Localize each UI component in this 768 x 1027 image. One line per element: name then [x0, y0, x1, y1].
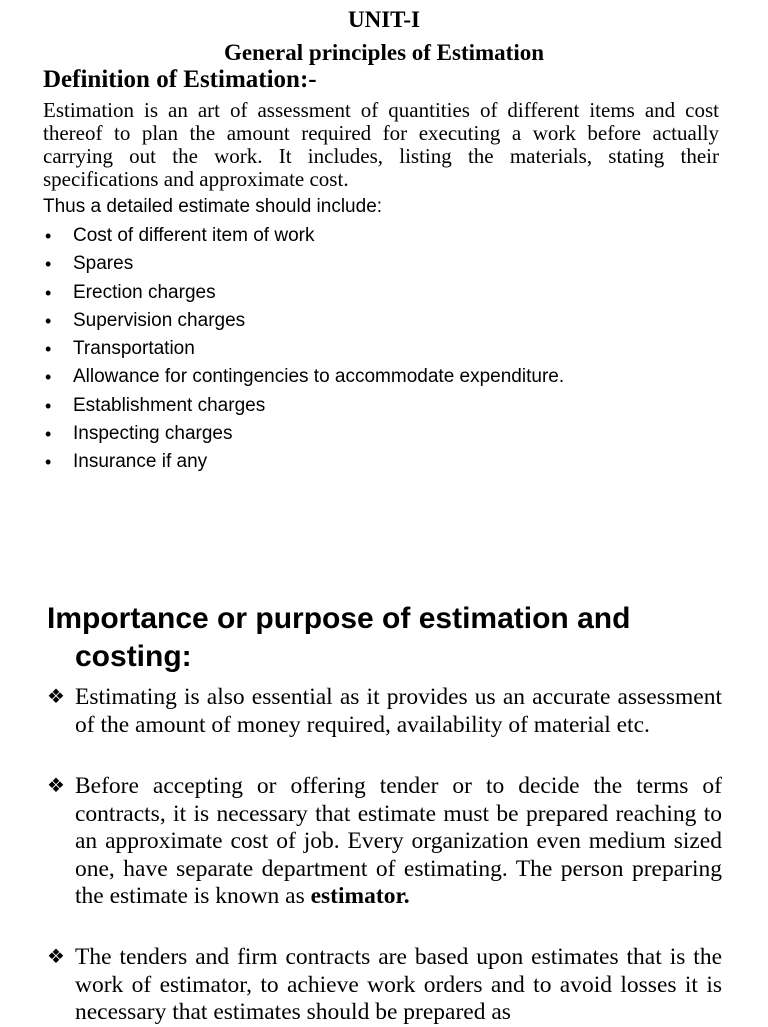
importance-heading-line1: Importance or purpose of estimation and: [47, 602, 631, 635]
bullet-icon: •: [45, 254, 52, 275]
importance-heading-line2: costing:: [75, 640, 192, 673]
list-item: [43, 363, 564, 391]
importance-item: [47, 773, 722, 911]
importance-item-text: [75, 773, 722, 911]
estimate-intro-text: Thus a detailed estimate should include:: [43, 196, 383, 217]
importance-item-body: Before accepting or offering tender or to decide the terms of contracts, it is necessary that estimate must be prepared reaching to an approximate cost of job. Every organization even medium sized one, have separate department of estimating. The person preparing the estimate is known as: [75, 773, 722, 909]
importance-item-text: Estimating is also essential as it provides us an accurate assessment of the amount of money required, availability of material etc.: [75, 684, 722, 738]
list-item: [43, 420, 564, 448]
diamond-bullet-icon: ❖: [47, 775, 65, 797]
bullet-icon: •: [45, 310, 52, 331]
bullet-icon: •: [45, 282, 52, 303]
list-item-label: Allowance for contingencies to accommodate expenditure.: [73, 366, 565, 388]
diamond-bullet-icon: ❖: [47, 946, 65, 968]
list-item: [43, 222, 564, 250]
importance-item-text: The tenders and firm contracts are based upon estimates that is the work of estimator, to achieve work orders and to avoid losses it is necessary that estimates should be prepared as: [75, 944, 722, 1025]
list-item-label: Insurance if any: [73, 451, 208, 472]
importance-item: [47, 944, 722, 1027]
list-item-label: Inspecting charges: [73, 422, 233, 444]
list-item-label: Cost of different item of work: [73, 225, 315, 246]
bullet-icon: •: [45, 339, 52, 359]
list-item: [43, 307, 564, 335]
unit-title: UNIT-I: [347, 7, 420, 32]
diamond-bullet-icon: ❖: [47, 686, 65, 708]
list-item-label: Erection charges: [73, 281, 216, 303]
importance-item: [47, 684, 722, 739]
definition-heading: Definition of Estimation:-: [43, 66, 317, 93]
page-subtitle: General principles of Estimation: [223, 40, 545, 65]
bullet-icon: •: [45, 395, 52, 416]
list-item-label: Transportation: [73, 338, 195, 359]
list-item: [43, 392, 564, 420]
list-item-label: Spares: [73, 253, 134, 275]
bullet-icon: •: [45, 367, 52, 388]
list-item: [43, 335, 564, 363]
list-item: [43, 250, 564, 278]
estimate-items-list: [43, 222, 564, 476]
list-item: [43, 448, 564, 476]
estimator-term: estimator.: [310, 883, 410, 909]
definition-paragraph: Estimation is an art of assessment of quantities of different items and cost thereof to plan the amount required for executing a work before actually carrying out the work. It includes, listing the materials, stating their specifications and approximate cost.: [43, 98, 719, 191]
list-item-label: Establishment charges: [73, 394, 266, 416]
bullet-icon: •: [45, 423, 52, 444]
list-item-label: Supervision charges: [73, 309, 246, 331]
importance-heading: [47, 600, 707, 676]
list-item: [43, 279, 564, 307]
bullet-icon: •: [45, 226, 52, 246]
bullet-icon: •: [45, 452, 52, 472]
